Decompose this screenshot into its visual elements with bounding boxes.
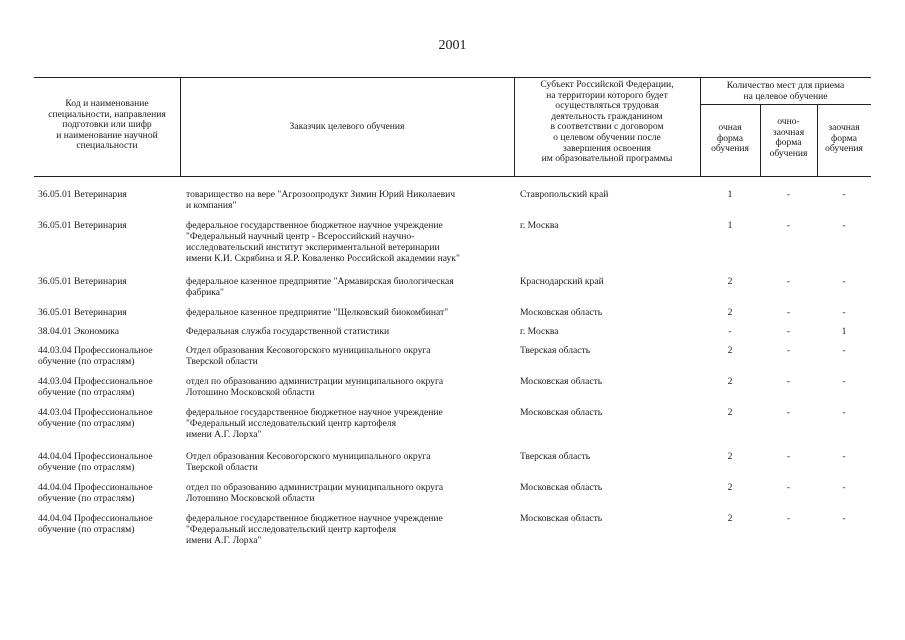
cell-line: 38.04.01 Экономика <box>38 326 120 337</box>
cell-line: обучение (по отраслям) <box>38 523 135 535</box>
cell-customer <box>186 346 431 368</box>
header-line: форма <box>775 137 802 149</box>
cell-line: 36.05.01 Ветеринария <box>38 307 127 318</box>
header-fulltime <box>700 123 760 155</box>
cell-line: исследовательский институт экспериментальной ветеринарии <box>186 241 440 253</box>
header-line: на территории которого будет <box>546 89 668 101</box>
cell-customer <box>186 277 454 299</box>
header-bottom-rule <box>34 176 871 177</box>
cell-mixed: - <box>786 376 791 387</box>
header-top-rule <box>34 77 871 78</box>
cell-mixed: - <box>786 220 791 231</box>
header-line: Количество мест для приема <box>726 80 845 91</box>
cell-line: 44.04.04 Профессиональное <box>38 451 153 462</box>
cell-region: Московская область <box>520 376 603 387</box>
cell-line: 36.05.01 Ветеринария <box>38 276 127 287</box>
cell-extramural: - <box>842 307 846 318</box>
cell-region: Московская область <box>520 482 603 493</box>
header-line: завершения освоения <box>563 142 651 154</box>
cell-line: имени А.Г. Лорха" <box>186 428 262 440</box>
cell-region: Московская область <box>520 513 603 524</box>
cell-specialty <box>38 221 127 232</box>
cell-customer <box>186 452 431 474</box>
cell-extramural: - <box>842 482 846 493</box>
cell-region: Тверская область <box>520 451 591 462</box>
header-line: в соответствии с договором <box>550 121 664 133</box>
cell-customer <box>186 514 443 547</box>
header-line: очно- <box>777 116 800 127</box>
header-line: осуществляться трудовая <box>555 100 659 112</box>
cell-fulltime: 2 <box>727 307 733 318</box>
cell-region: г. Москва <box>520 220 559 231</box>
header-mixed <box>760 117 817 159</box>
cell-mixed: - <box>786 407 791 418</box>
cell-mixed: - <box>786 513 791 524</box>
cell-region: Московская область <box>520 307 603 318</box>
header-line: обучения <box>711 143 749 155</box>
cell-line: товарищество на вере "Агрозоопродукт Зимин Юрий Николаевич <box>186 189 456 200</box>
cell-extramural: - <box>842 407 846 418</box>
header-line: заочная <box>828 122 860 133</box>
cell-fulltime: 2 <box>727 276 733 287</box>
cell-mixed: - <box>786 189 791 200</box>
header-sub-rule <box>700 104 871 105</box>
cell-line: обучение (по отраслям) <box>38 355 135 367</box>
cell-fulltime: 1 <box>727 220 733 231</box>
cell-line: 44.04.04 Профессиональное <box>38 513 153 524</box>
cell-extramural: - <box>842 513 846 524</box>
cell-region: Краснодарский край <box>520 276 604 287</box>
cell-specialty <box>38 277 127 288</box>
cell-extramural: - <box>842 345 846 356</box>
cell-line: фабрика" <box>186 286 224 298</box>
cell-fulltime: 2 <box>727 407 733 418</box>
cell-line: федеральное казенное предприятие "Щелковский биокомбинат" <box>186 307 449 318</box>
cell-fulltime: 2 <box>727 376 733 387</box>
cell-mixed: - <box>786 451 791 462</box>
header-region <box>514 80 700 165</box>
cell-line: Лотошино Московской области <box>186 492 315 504</box>
cell-mixed: - <box>786 307 791 318</box>
cell-line: Тверской области <box>186 355 258 367</box>
header-line: очная <box>718 122 742 133</box>
cell-extramural: - <box>842 451 846 462</box>
cell-customer <box>186 190 455 212</box>
header-line: на целевое обучение <box>743 90 828 102</box>
cell-mixed: - <box>786 482 791 493</box>
header-line: Субъект Российской Федерации, <box>540 79 674 90</box>
cell-line: Лотошино Московской области <box>186 386 315 398</box>
cell-fulltime: 2 <box>727 451 733 462</box>
cell-specialty <box>38 377 153 399</box>
cell-line: федеральное государственное бюджетное научное учреждение <box>186 513 443 524</box>
cell-specialty <box>38 308 127 319</box>
cell-extramural: - <box>842 376 846 387</box>
cell-fulltime: 1 <box>727 189 733 200</box>
cell-line: федеральное государственное бюджетное научное учреждение <box>186 407 443 418</box>
cell-line: и компания" <box>186 199 237 211</box>
cell-fulltime: 2 <box>727 513 733 524</box>
cell-line: 44.04.04 Профессиональное <box>38 482 153 493</box>
cell-customer <box>186 377 443 399</box>
cell-region: Ставропольский край <box>520 189 609 200</box>
cell-customer <box>186 327 389 338</box>
cell-line: 44.03.04 Профессиональное <box>38 345 153 356</box>
page-number: 2001 <box>438 38 467 53</box>
cell-line: имени А.Г. Лорха" <box>186 534 262 546</box>
cell-specialty <box>38 483 153 505</box>
cell-region: Тверская область <box>520 345 591 356</box>
cell-specialty <box>38 408 153 430</box>
cell-line: федеральное государственное бюджетное научное учреждение <box>186 220 443 231</box>
cell-specialty <box>38 346 153 368</box>
cell-line: отдел по образованию администрации муниципального округа <box>186 376 444 387</box>
cell-region: г. Москва <box>520 326 559 337</box>
header-line: заочная <box>772 126 805 138</box>
cell-line: 44.03.04 Профессиональное <box>38 376 153 387</box>
header-line: специальности, направления <box>48 108 166 120</box>
cell-extramural: - <box>842 276 846 287</box>
cell-line: обучение (по отраслям) <box>38 417 135 429</box>
cell-line: "Федеральный научный центр - Всероссийский научно- <box>186 230 415 242</box>
cell-customer <box>186 221 460 265</box>
header-specialty <box>34 99 180 152</box>
cell-region: Московская область <box>520 407 603 418</box>
cell-fulltime: - <box>728 326 732 337</box>
cell-fulltime: 2 <box>727 345 733 356</box>
header-customer <box>180 122 514 133</box>
header-line: и наименование научной <box>56 129 158 141</box>
cell-line: 36.05.01 Ветеринария <box>38 220 127 231</box>
cell-line: Отдел образования Кесовогорского муниципального округа <box>186 451 431 462</box>
cell-specialty <box>38 452 153 474</box>
header-line: форма <box>831 132 857 144</box>
header-line: обучения <box>825 143 863 155</box>
cell-mixed: - <box>786 326 791 337</box>
header-places <box>700 81 871 102</box>
header-line: форма <box>717 132 743 144</box>
cell-mixed: - <box>786 276 791 287</box>
cell-line: "Федеральный исследовательский центр картофеля <box>186 523 397 535</box>
cell-extramural: - <box>842 220 846 231</box>
cell-line: имени К.И. Скрябина и Я.Р. Коваленко Российской академии наук" <box>186 252 460 264</box>
cell-line: "Федеральный исследовательский центр картофеля <box>186 417 397 429</box>
cell-line: Федеральная служба государственной статистики <box>186 326 390 337</box>
header-line: подготовки или шифр <box>62 119 152 131</box>
cell-customer <box>186 308 448 319</box>
cell-customer <box>186 483 443 505</box>
cell-customer <box>186 408 443 441</box>
header-line: о целевом обучении после <box>553 131 661 143</box>
header-extramural <box>817 123 871 155</box>
cell-line: обучение (по отраслям) <box>38 461 135 473</box>
cell-extramural: 1 <box>841 326 847 337</box>
cell-line: обучение (по отраслям) <box>38 492 135 504</box>
cell-line: 44.03.04 Профессиональное <box>38 407 153 418</box>
header-line: Заказчик целевого обучения <box>289 121 405 132</box>
cell-mixed: - <box>786 345 791 356</box>
cell-specialty <box>38 514 153 536</box>
cell-line: 36.05.01 Ветеринария <box>38 189 127 200</box>
cell-line: федеральное казенное предприятие "Армавирская биологическая <box>186 276 454 287</box>
cell-line: Отдел образования Кесовогорского муниципального округа <box>186 345 431 356</box>
header-line: Код и наименование <box>65 98 149 109</box>
cell-line: Тверской области <box>186 461 258 473</box>
cell-specialty <box>38 327 119 338</box>
cell-line: отдел по образованию администрации муниципального округа <box>186 482 444 493</box>
cell-fulltime: 2 <box>727 482 733 493</box>
header-line: обучения <box>769 147 808 159</box>
header-line: деятельность гражданином <box>551 110 663 122</box>
header-line: им образовательной программы <box>541 153 673 165</box>
cell-extramural: - <box>842 189 846 200</box>
cell-specialty <box>38 190 127 201</box>
header-line: специальности <box>76 140 138 152</box>
cell-line: обучение (по отраслям) <box>38 386 135 398</box>
